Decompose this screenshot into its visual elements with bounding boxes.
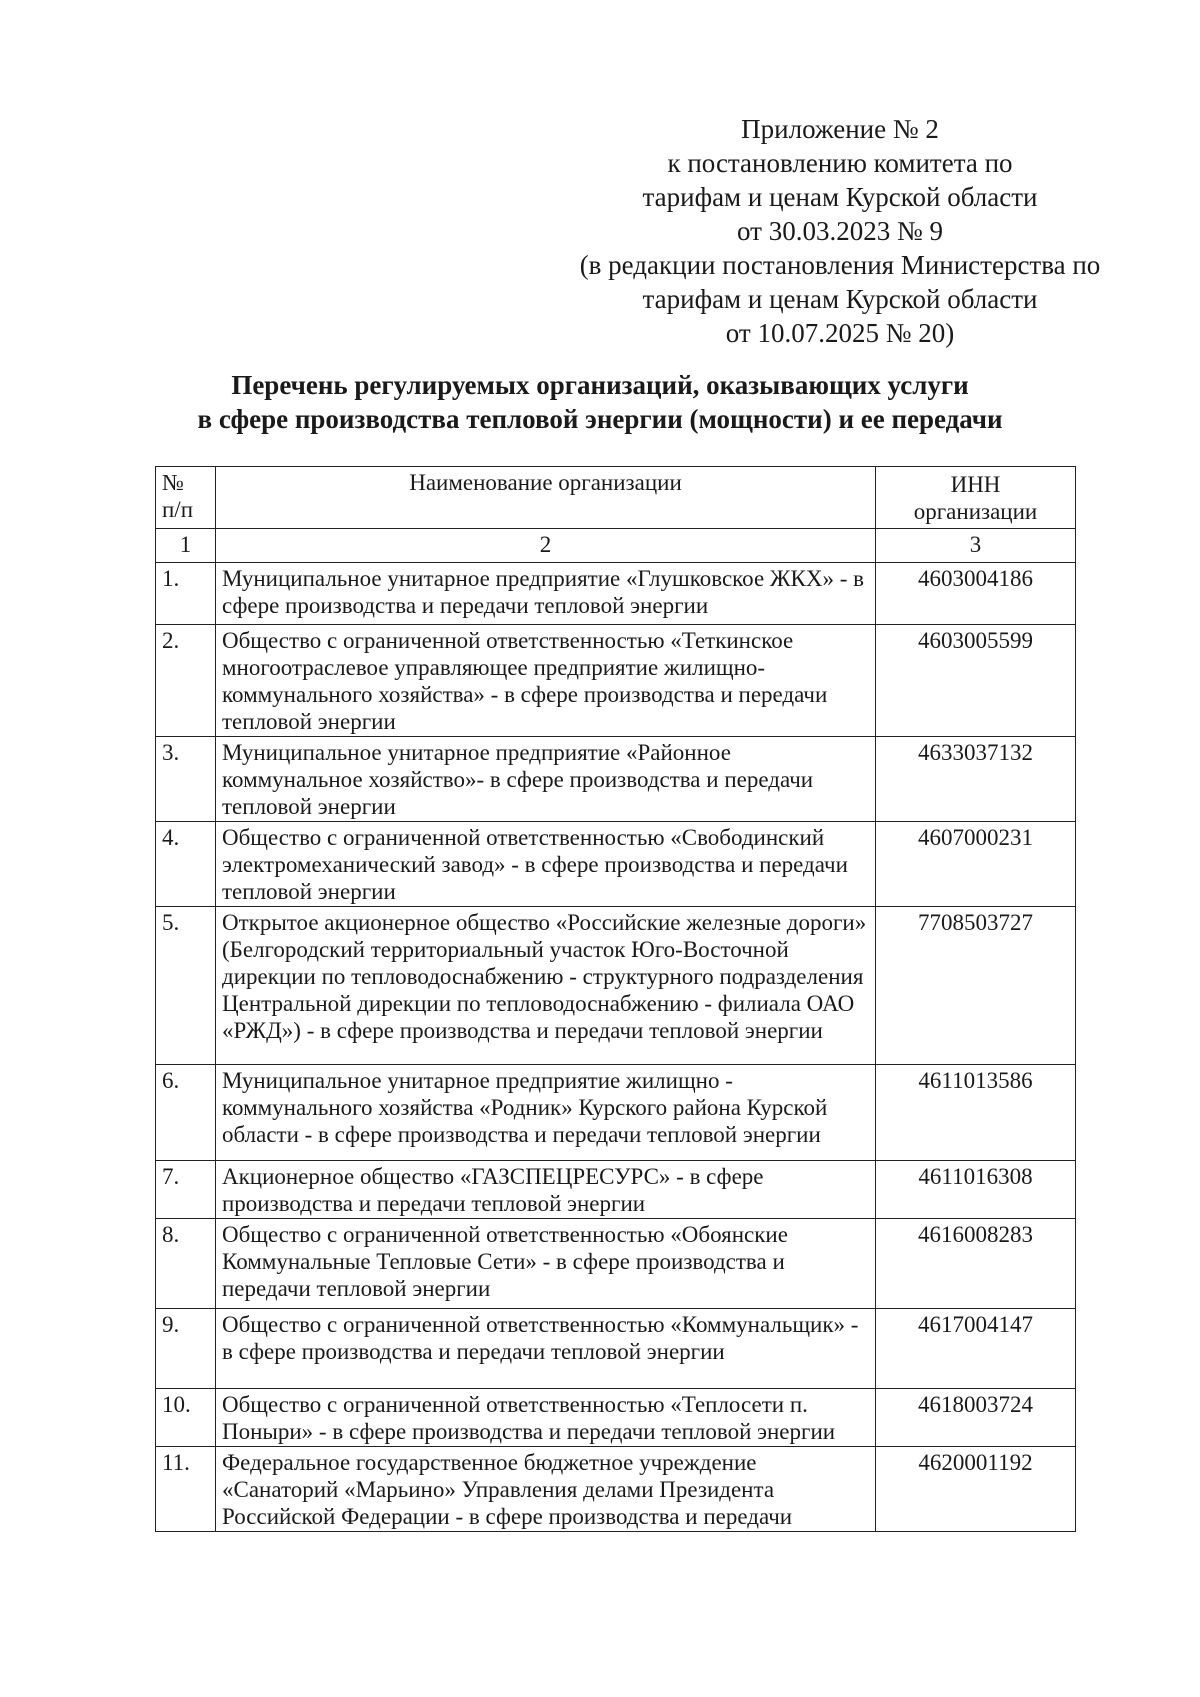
- row-number: 6.: [156, 1065, 216, 1161]
- organization-inn: 4618003724: [876, 1389, 1076, 1447]
- title-line-1: Перечень регулируемых организаций, оказывающих услуги: [231, 370, 969, 400]
- organization-name: Муниципальное унитарное предприятие «Районное коммунальное хозяйство»- в сфере производства и передачи тепловой энергии: [216, 737, 876, 822]
- table-row: [156, 1161, 1076, 1219]
- table-row: [156, 1309, 1076, 1389]
- organization-inn: 4633037132: [876, 737, 1076, 822]
- organization-inn: 4607000231: [876, 822, 1076, 907]
- appendix-block: [540, 112, 1140, 350]
- appendix-line: к постановлению комитета по: [667, 148, 1013, 178]
- appendix-line: (в редакции постановления Министерства по: [579, 250, 1101, 280]
- appendix-line: от 10.07.2025 № 20): [725, 318, 955, 348]
- table-row: [156, 1389, 1076, 1447]
- organization-name: Муниципальное унитарное предприятие жилищно - коммунального хозяйства «Родник» Курского района Курской области - в сфере производства и передачи тепловой энергии: [216, 1065, 876, 1161]
- column-number: 1: [156, 529, 216, 563]
- row-number: 2.: [156, 625, 216, 737]
- organization-inn: 7708503727: [876, 907, 1076, 1065]
- table-row: [156, 1065, 1076, 1161]
- row-number: 1.: [156, 563, 216, 625]
- organization-inn: 4616008283: [876, 1219, 1076, 1309]
- header-num: [156, 467, 216, 529]
- appendix-line: тарифам и ценам Курской области: [642, 182, 1038, 212]
- table-row: [156, 1447, 1076, 1532]
- header-inn-line1: ИНН: [950, 472, 1001, 497]
- table-row: [156, 625, 1076, 737]
- table-body: [156, 563, 1076, 1532]
- organization-name: Общество с ограниченной ответственностью «Теплосети п. Поныри» - в сфере производства и передачи тепловой энергии: [216, 1389, 876, 1447]
- row-number: 7.: [156, 1161, 216, 1219]
- row-number: 3.: [156, 737, 216, 822]
- table-row: [156, 563, 1076, 625]
- header-num-line1: №: [162, 470, 184, 495]
- organization-inn: 4611016308: [876, 1161, 1076, 1219]
- table-row: [156, 737, 1076, 822]
- table-row: [156, 822, 1076, 907]
- row-number: 5.: [156, 907, 216, 1065]
- table-header-row: [156, 467, 1076, 529]
- column-number: 2: [216, 529, 876, 563]
- row-number: 9.: [156, 1309, 216, 1389]
- column-numbers-row: [156, 529, 1076, 563]
- row-number: 11.: [156, 1447, 216, 1532]
- organization-inn: 4620001192: [876, 1447, 1076, 1532]
- column-number: 3: [876, 529, 1076, 563]
- header-inn: [876, 467, 1076, 529]
- organization-name: Общество с ограниченной ответственностью «Обоянские Коммунальные Тепловые Сети» - в сфере производства и передачи тепловой энергии: [216, 1219, 876, 1309]
- organization-name: Открытое акционерное общество «Российские железные дороги» (Белгородский территориальный участок Юго-Восточной дирекции по тепловодоснабжению - структурного подразделения Центральной дирекции по тепловодоснабжению - филиала ОАО «РЖД») - в сфере производства и передачи тепловой энергии: [216, 907, 876, 1065]
- organization-name: Акционерное общество «ГАЗСПЕЦРЕСУРС» - в сфере производства и передачи тепловой энергии: [216, 1161, 876, 1219]
- appendix-line: от 30.03.2023 № 9: [737, 216, 943, 246]
- title-line-2: в сфере производства тепловой энергии (мощности) и ее передачи: [197, 404, 1003, 434]
- organization-name: Федеральное государственное бюджетное учреждение «Санаторий «Марьино» Управления делами Президента Российской Федерации - в сфере производства и передачи: [216, 1447, 876, 1532]
- table-row: [156, 907, 1076, 1065]
- organization-inn: 4617004147: [876, 1309, 1076, 1389]
- organization-name: Общество с ограниченной ответственностью «Свободинский электромеханический завод» - в сфере производства и передачи тепловой энергии: [216, 822, 876, 907]
- table-row: [156, 1219, 1076, 1309]
- header-num-line2: п/п: [162, 497, 194, 522]
- organization-inn: 4611013586: [876, 1065, 1076, 1161]
- appendix-line: тарифам и ценам Курской области: [642, 284, 1038, 314]
- appendix-line: Приложение № 2: [741, 114, 939, 144]
- organization-name: Общество с ограниченной ответственностью «Коммунальщик» - в сфере производства и передачи тепловой энергии: [216, 1309, 876, 1389]
- document-title: [150, 368, 1050, 436]
- row-number: 10.: [156, 1389, 216, 1447]
- organizations-table: [155, 466, 1076, 1532]
- organization-name: Муниципальное унитарное предприятие «Глушковское ЖКХ» - в сфере производства и передачи тепловой энергии: [216, 563, 876, 625]
- organization-inn: 4603004186: [876, 563, 1076, 625]
- header-name: Наименование организации: [216, 467, 876, 529]
- header-inn-line2: организации: [913, 499, 1038, 524]
- organization-inn: 4603005599: [876, 625, 1076, 737]
- row-number: 8.: [156, 1219, 216, 1309]
- row-number: 4.: [156, 822, 216, 907]
- organization-name: Общество с ограниченной ответственностью «Теткинское многоотраслевое управляющее предприятие жилищно-коммунального хозяйства» - в сфере производства и передачи тепловой энергии: [216, 625, 876, 737]
